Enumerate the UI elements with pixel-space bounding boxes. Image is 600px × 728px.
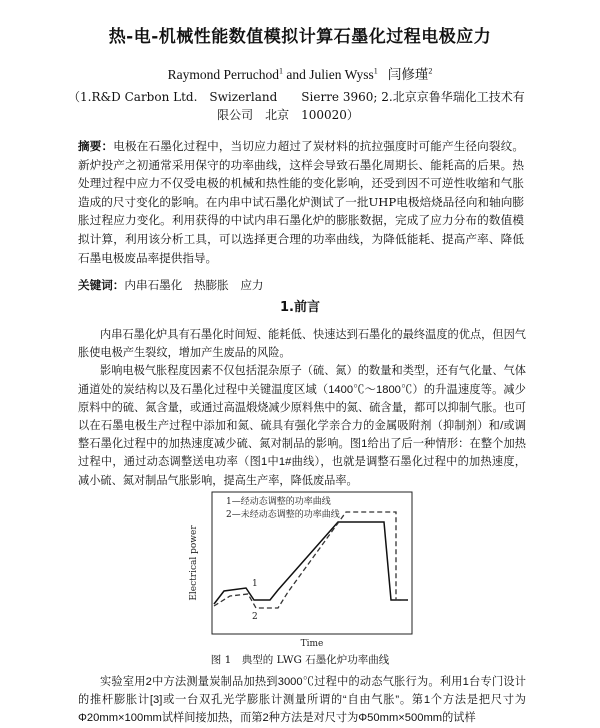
author-1-affil: 1 xyxy=(278,66,283,76)
author-2-affil: 1 xyxy=(373,66,378,76)
y-axis-label: Electrical power xyxy=(189,525,199,601)
author-3-affil: 2 xyxy=(428,66,433,76)
legend xyxy=(226,495,340,520)
x-axis-label: Time xyxy=(300,639,324,648)
abstract-text: 电极在石墨化过程中，当切应力超过了炭材料的抗拉强度时可能产生径向裂纹。新炉投产之初通常采用保守的功率曲线，这样会导致石墨化周期长、能耗高的后果。热处理过程中应力不仅受电极的机械和热性能的变化影响，还受到因不可逆性收缩和气胀造成的尺寸变化的影响。在内串中试石墨化炉测试了一批UHP电极焙烧品径向和轴向膨胀过程应力变化。利用获得的中试内串石墨化炉的膨胀数据，完成了应力分布的数值模拟计算，利用该分析工具，可以选择更合理的功率曲线，为降低能耗、提高产率、降低石墨电极废品率提供指导。 xyxy=(78,139,524,265)
author-1: Raymond Perruchod xyxy=(167,67,279,82)
paragraph-1: 内串石墨化炉具有石墨化时间短、能耗低、快速达到石墨化的最终温度的优点，但因气胀使电极产生裂纹，增加产生废品的风险。 xyxy=(78,329,526,360)
curve-2-static xyxy=(214,512,408,608)
affiliation-line-1: （1.R&D Carbon Ltd. Swizerland Sierre 3960; 2.北京京鲁华瑞化工技术有 xyxy=(68,90,525,104)
author-3: 闫修瑾 xyxy=(387,67,429,82)
figure-power-curve xyxy=(182,488,422,648)
curve-2-marker: 2 xyxy=(252,612,258,622)
paragraph-2: 影响电极气胀程度因素不仅包括混杂原子（硫、氮）的数量和类型，还有气化量、气体通道处的炭结构以及石墨化过程中关键温度区域（1400℃～1800℃）的升温速度等。减少原料中的硫、氮含量，或通过高温煅烧减少原料焦中的氮、硫含量，都可以抑制气胀。也可以在石墨电极生产过程中添加和氮、硫具有强化学亲合力的金属吸附剂（抑制剂）和/或调整石墨化过程中的加热速度减少硫、氮对制品的影响。图1给出了后一种情形：在整个加热过程中，通过动态调整送电功率（图1中1#曲线），也就是调整石墨化过程中的加热速度，减小硫、氮对制品气胀影响，提高生产率，降低废品率。 xyxy=(78,365,526,487)
keywords-text: 内串石墨化 热膨胀 应力 xyxy=(124,278,264,292)
section-heading: 1.前言 xyxy=(280,300,320,315)
figure-caption: 图 1 典型的 LWG 石墨化炉功率曲线 xyxy=(210,654,390,666)
paper-title: 热-电-机械性能数值模拟计算石墨化过程电极应力 xyxy=(108,27,492,47)
author-line xyxy=(0,63,600,83)
abstract xyxy=(78,137,524,267)
keywords-label: 关键词： xyxy=(78,278,125,292)
abstract-label: 摘要： xyxy=(78,139,114,153)
author-conjunction: and xyxy=(282,67,310,82)
paragraph-3: 实验室用2中方法测量炭制品加热到3000℃过程中的动态气胀行为。利用1台专门设计的推杆膨胀计[3]或一台双孔光学膨胀计测量所谓的“自由气胀”。第1个方法是把尺寸为Φ20mm×100mm试样间接加热，而第2种方法是对尺寸为Φ50mm×500mm的试样 xyxy=(78,676,526,725)
affiliations xyxy=(68,88,538,124)
curve-1-dynamic xyxy=(214,522,408,604)
keywords xyxy=(78,276,524,294)
affiliation-line-2: 限公司 北京 100020） xyxy=(217,108,359,122)
author-2: Julien Wyss xyxy=(309,67,374,82)
intro-body xyxy=(78,326,526,490)
power-curve-svg xyxy=(182,488,422,648)
legend-entry-1: 1—经动态调整的功率曲线 xyxy=(226,497,331,507)
curve-1-marker: 1 xyxy=(252,579,258,589)
legend-entry-2: 2—未经动态调整的功率曲线 xyxy=(226,510,340,520)
body-continued xyxy=(78,673,526,728)
